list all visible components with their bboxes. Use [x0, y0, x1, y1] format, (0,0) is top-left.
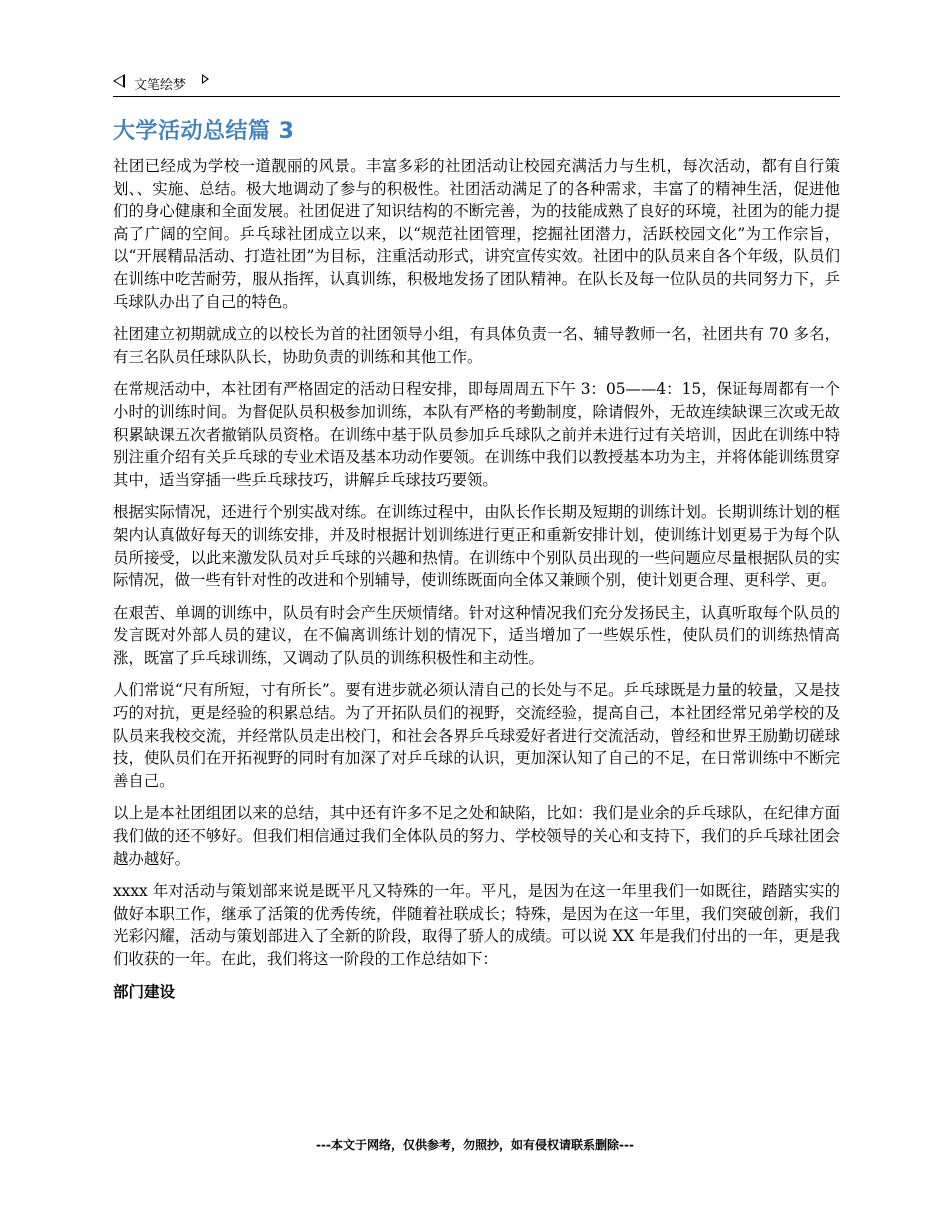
page-header — [113, 70, 840, 97]
paragraph: 在常规活动中，本社团有严格固定的活动日程安排，即每周周五下午 3：05——4：15，保证每周都有一个小时的训练时间。为督促队员积极参加训练，本队有严格的考勤制度，除请假外，无故连续缺课三次或无故积累缺课五次者撤销队员资格。在训练中基于队员参加乒乓球队之前并未进行过有关培训，因此在训练中特别注重介绍有关乒乓球的专业术语及基本功动作要领。在训练中我们以教授基本功为主，并将体能训练贯穿其中，适当穿插一些乒乓球技巧，讲解乒乓球技巧要领。 — [113, 380, 840, 489]
paragraph: 社团建立初期就成立的以校长为首的社团领导小组，有具体负责一名、辅导教师一名，社团共有 70 多名，有三名队员任球队队长，协助负责的训练和其他工作。 — [113, 325, 840, 366]
paragraph: 社团已经成为学校一道靓丽的风景。丰富多彩的社团活动让校园充满活力与生机，每次活动，都有自行策划、、实施、总结。极大地调动了参与的积极性。社团活动满足了的各种需求，丰富了的精神生活，促进他们的身心健康和全面发展。社团促进了知识结构的不断完善，为的技能成熟了良好的环境，社团为的能力提高了广阔的空间。乒乓球社团成立以来，以“规范社团管理，挖掘社团潜力，活跃校园文化”为工作宗旨，以“开展精品活动、打造社团”为目标，注重活动形式，讲究宣传实效。社团中的队员来自各个年级，队员们在训练中吃苦耐劳，服从指挥，认真训练，积极地发扬了团队精神。在队长及每一位队员的共同努力下，乒乓球队办出了自己的特色。 — [113, 157, 840, 311]
section-heading: 部门建设 — [113, 982, 176, 1001]
paragraph: 在艰苦、单调的训练中，队员有时会产生厌烦情绪。针对这种情况我们充分发扬民主，认真听取每个队员的发言既对外部人员的建议，在不偏离训练计划的情况下，适当增加了一些娱乐性，使队员们的训练热情高涨，既富了乒乓球训练，又调动了队员的训练积极性和主动性。 — [113, 603, 840, 667]
paragraph: 以上是本社团组团以来的总结，其中还有许多不足之处和缺陷，比如：我们是业余的乒乓球队，在纪律方面我们做的还不够好。但我们相信通过我们全体队员的努力、学校领导的关心和支持下，我们的乒乓球社团会越办越好。 — [113, 804, 840, 868]
page-footer: ---本文于网络，仅供参考，勿照抄，如有侵权请联系删除--- — [316, 1138, 634, 1152]
triangle-left-icon — [113, 74, 125, 88]
paragraph: 人们常说“尺有所短，寸有所长”。要有进步就必须认清自己的长处与不足。乒乓球既是力量的较量，又是技巧的对抗，更是经验的积累总结。为了开拓队员们的视野，交流经验，提高自己，本社团经常兄弟学校的及队员来我校交流，并经常队员走出校门，和社会各界乒乓球爱好者进行交流活动，曾经和世界王励勤切磋球技，使队员们在开拓视野的同时有加深了对乒乓球的认识，更加深认知了自己的不足，在日常训练中不断完善自己。 — [113, 681, 840, 790]
paragraph: xxxx 年对活动与策划部来说是既平凡又特殊的一年。平凡，是因为在这一年里我们一如既往，踏踏实实的做好本职工作，继承了活策的优秀传统，伴随着社联成长；特殊，是因为在这一年里，我们突破创新，我们光彩闪耀，活动与策划部进入了全新的阶段，取得了骄人的成绩。可以说 XX 年是我们付出的一年，更是我们收获的一年。在此，我们将这一阶段的工作总结如下： — [113, 882, 840, 968]
triangle-right-icon — [202, 74, 209, 84]
brand-name: 文笔绘梦 — [134, 78, 187, 93]
document-body — [113, 155, 840, 1003]
document-title: 大学活动总结篇 3 — [113, 119, 295, 144]
paragraph: 根据实际情况，还进行个别实战对练。在训练过程中，由队长作长期及短期的训练计划。长期训练计划的框架内认真做好每天的训练安排，并及时根据计划训练进行更正和重新安排计划，使训练计划更易于为每个队员所接受，以此来激发队员对乒乓球的兴趣和热情。在训练中个别队员出现的一些问题应尽量根据队员的实际情况，做一些有针对性的改进和个别辅导，使训练既面向全体又兼顾个别，使计划更合理、更科学、更。 — [113, 503, 840, 590]
